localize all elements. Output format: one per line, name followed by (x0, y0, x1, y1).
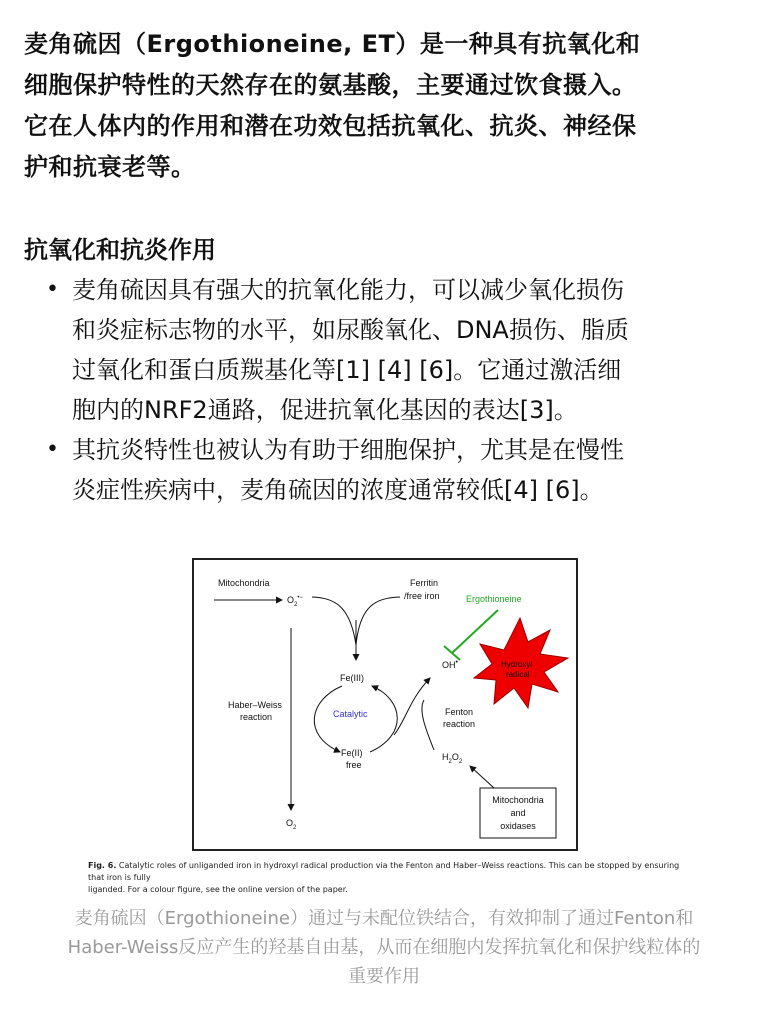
label-fenton-reaction: reaction (443, 719, 476, 729)
label-o2-superoxide: $O_2^{•-}$ (287, 595, 303, 608)
label-radical: radical (506, 670, 530, 679)
bullet-icon: • (46, 437, 59, 462)
label-hydroxyl: Hydroxyl (501, 660, 533, 669)
caption-note-line: 重要作用 (348, 966, 420, 987)
image-caption-note (24, 904, 744, 991)
label-h2o2: $H_2O_2$ (442, 752, 463, 765)
intro-line: 它在人体内的作用和潜在功效包括抗氧化、抗炎、神经保 (24, 112, 637, 140)
label-box-mitochondria: Mitochondria (492, 795, 544, 805)
bullet-icon: • (46, 277, 59, 302)
figure-label: Fig. 6. (88, 861, 117, 870)
section-title: 抗氧化和抗炎作用 (24, 236, 216, 264)
label-fe3: Fe(III) (340, 673, 364, 683)
label-o2-bottom: $O_2$ (286, 818, 297, 831)
caption-note-line: Haber-Weiss反应产生的羟基自由基，从而在细胞内发挥抗氧化和保护线粒体的 (67, 937, 701, 958)
bullet-line: 麦角硫因具有强大的抗氧化能力，可以减少氧化损伤 (72, 276, 624, 304)
arrow-o2-to-fe3 (312, 597, 356, 645)
bullet-line: 胞内的NRF2通路，促进抗氧化基因的表达[3]。 (72, 396, 578, 424)
label-fenton: Fenton (445, 707, 474, 717)
label-fe2-free: free (346, 760, 362, 770)
label-ergothioneine: Ergothioneine (466, 594, 522, 604)
bullet-line: 和炎症标志物的水平，如尿酸氧化、DNA损伤、脂质 (72, 316, 629, 344)
figure-caption-line-1 (88, 860, 688, 884)
label-haber-reaction: reaction (240, 712, 273, 722)
curve-h2o2-fenton (422, 700, 434, 750)
arrow-cycle-right (370, 686, 397, 752)
list-item (46, 270, 766, 430)
arrow-fenton (394, 678, 430, 735)
bullet-line: 其抗炎特性也被认为有助于细胞保护，尤其是在慢性 (72, 436, 624, 464)
figure-caption (88, 860, 688, 896)
figure-diagram (192, 558, 578, 851)
bullet-list (24, 270, 766, 510)
label-catalytic: Catalytic (333, 709, 368, 719)
label-oh-radical: OH• (442, 659, 458, 670)
label-free-iron: /free iron (404, 591, 440, 601)
intro-paragraph (24, 24, 744, 188)
list-item (46, 430, 766, 510)
intro-line: 护和抗衰老等。 (24, 153, 196, 181)
diagram-svg (194, 560, 576, 849)
arrow-iron-to-fe3 (356, 597, 400, 645)
label-fe2: Fe(II) (341, 748, 363, 758)
label-ferritin: Ferritin (410, 578, 439, 588)
bullet-line: 炎症性疾病中，麦角硫因的浓度通常较低[4] [6]。 (72, 476, 604, 504)
intro-line: 麦角硫因（Ergothioneine, ET）是一种具有抗氧化和 (24, 30, 641, 58)
label-box-oxidases: oxidases (500, 821, 536, 831)
arrow-cycle-left (314, 686, 342, 752)
arrow-mito-to-h2o2 (470, 766, 494, 788)
label-haber-weiss: Haber–Weiss (228, 700, 282, 710)
caption-note-line: 麦角硫因（Ergothioneine）通过与未配位铁结合，有效抑制了通过Fenton和 (74, 908, 694, 929)
label-box-and: and (510, 808, 526, 818)
figure-caption-text: Catalytic roles of unliganded iron in hydroxyl radical production via the Fenton and Haber–Weiss reactions. This can be stopped by ensuring that iron is fully (88, 861, 680, 882)
bullet-line: 过氧化和蛋白质羰基化等[1] [4] [6]。它通过激活细 (72, 356, 622, 384)
figure-caption-line-2: liganded. For a colour figure, see the online version of the paper. (88, 885, 348, 894)
label-mitochondria-top: Mitochondria (218, 578, 270, 588)
intro-line: 细胞保护特性的天然存在的氨基酸，主要通过饮食摄入。 (24, 71, 637, 99)
